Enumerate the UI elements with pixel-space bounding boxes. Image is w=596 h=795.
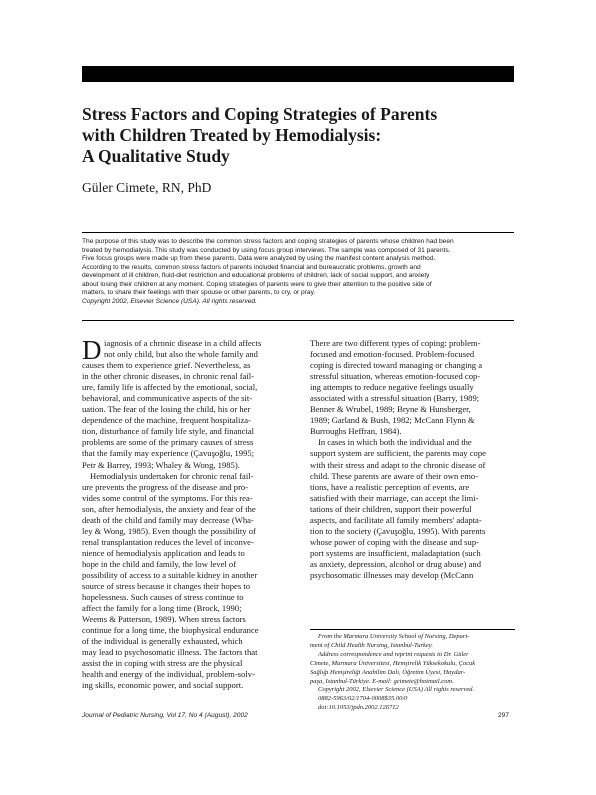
title-line: A Qualitative Study (82, 146, 230, 166)
body-line: Benner & Wrubel, 1989; Bryne & Hunsberger, (310, 404, 471, 415)
body-line: 1989; Garland & Bush, 1982; McCann Flynn & (310, 415, 475, 426)
body-line: hope in the child and family, the low level of (82, 558, 237, 569)
body-line: that the family may experience (Çavuşoğlu, 1995; (82, 448, 255, 459)
body-line: tion, disturbance of family life style, and financial (82, 426, 255, 437)
abstract-line: about losing their children at any moment. Coping strategies of parents were to give their attention to the positive side of (82, 280, 432, 288)
body-line: of the individual is generally exhausted, which (82, 636, 243, 647)
footnote-line: Sağlığı Hemşireliği Anabilim Dalı, Öğretim Üyesi, Haydar- (310, 668, 466, 676)
body-line: problems are some of the primary causes of stress (82, 437, 254, 448)
body-line: associated with a stressful situation (Barry, 1989; (310, 393, 480, 404)
footnote-line: 0882-5963/02/1704-0008$35.00/0 (318, 695, 408, 703)
footnote-line: Cimete, Marmara Üniversitesi, Hemşirelik Yüksekokulu, Çocuk (310, 659, 476, 667)
footnote-line: Address correspondence and reprint requests to Dr. Güler (318, 650, 469, 658)
body-line: Burroughs Heffran, 1984). (310, 426, 402, 437)
body-line: Petr & Barrey, 1993; Whaley & Wong, 1985). (82, 459, 240, 470)
abstract-line: Five focus groups were made up from these parents. Data were analyzed by using the manifest content analysis method. (82, 255, 436, 262)
body-line: may lead to psychosomatic illness. The factors that (82, 647, 258, 658)
body-line: iagnosis of a chronic disease in a child affects (104, 338, 262, 348)
body-line: hopelessness. Such causes of stress continue to (82, 592, 244, 603)
footnote-line: paşa, Istanbul-Türkiye. E-mail: gcimete@hotmail.com. (310, 677, 454, 685)
body-line: There are two different types of coping: problem- (310, 338, 481, 348)
body-line: ure prevents the progress of the disease and pro- (82, 481, 249, 492)
journal-footer: Journal of Pediatric Nursing, Vol 17, No 4 (August), 2002 (82, 712, 248, 719)
body-line: possibility of access to a suitable kidney in another (82, 569, 258, 580)
body-line: tion to the society (Çavuşoğlu, 1995). With parents (310, 525, 486, 536)
body-line: tions, have a realistic perception of events, are (310, 481, 470, 492)
body-line: health and energy of the individual, problem-solv- (82, 669, 255, 680)
body-line: with their stress and adapt to the chronic disease of (310, 459, 486, 470)
body-line: Hemodialysis undertaken for chronic renal fail- (90, 470, 254, 481)
body-line: aspects, and facilitate all family members' adapta- (310, 514, 482, 525)
body-line: behavioral, and communicative aspects of the sit- (82, 393, 253, 404)
footnote-rule (310, 629, 515, 630)
body-line: continue for a long time, the biophysical endurance (82, 625, 259, 636)
abstract-copyright: Copyright 2002, Elsevier Science (USA). All rights reserved. (82, 297, 257, 305)
body-right-column (310, 338, 515, 581)
body-line: son, after hemodialysis, the anxiety and fear of the (82, 503, 256, 514)
body-line: death of the child and family may decrease (Wha- (82, 514, 254, 525)
body-line: dependence of the machine, frequent hospitaliza- (82, 415, 251, 426)
header-black-bar (82, 66, 514, 82)
abstract-bottom-rule (82, 320, 514, 321)
body-line: ing skills, economic power, and social support. (82, 680, 244, 691)
footnote-line: From the Marmara University School of Nursing, Depart- (318, 633, 470, 640)
abstract (82, 238, 514, 306)
footnote (310, 633, 515, 713)
body-line: ing attempts to reduce negative feelings usually (310, 382, 474, 393)
footnote-line: doi:10.1053/jpdn.2002.126712 (318, 704, 399, 712)
abstract-line: According to the results, common stress factors of parents included financial and bureaucratic problems, growth and (82, 263, 421, 271)
abstract-line: matters, to share their feelings with their spouse or other parents, to cry, or pray. (82, 289, 316, 296)
footnote-line: Copyright 2002, Elsevier Science (USA) All rights reserved. (318, 686, 475, 694)
body-line: Weems & Patterson, 1989). When stress factors (82, 614, 246, 625)
body-line: affect the family for a long time (Brock, 1990; (82, 603, 242, 614)
abstract-top-rule (82, 232, 514, 233)
page-number: 297 (498, 712, 510, 719)
abstract-line: development of ill children, fluid-diet restriction and educational problems of children, lack of social support, and anxiety (82, 272, 430, 279)
body-left-column (82, 335, 288, 692)
body-line: renal transplantation reduces the level of inconve- (82, 536, 254, 547)
footnote-line: ment of Child Health Nursing, Istanbul-Turkey. (310, 641, 433, 649)
author-name: Güler Cimete, RN, PhD (82, 180, 212, 195)
body-line: as anxiety, depression, alcohol or drug abuse) and (310, 558, 482, 569)
abstract-line: treated by hemodialysis. This study was conducted by using focus group interviews. The sample was composed of 31 parents. (82, 246, 451, 254)
title-line: with Children Treated by Hemodialysis: (82, 125, 382, 145)
body-line: tations of their children, support their powerful (310, 503, 472, 514)
body-line: uation. The fear of the losing the child, his or her (82, 404, 251, 415)
body-line: ure, family life is affected by the emotional, social, (82, 382, 258, 393)
body-line: ley & Wong, 1985). Even though the possibility of (82, 525, 256, 536)
drop-cap: D (82, 335, 102, 365)
title-line: Stress Factors and Coping Strategies of Parents (82, 104, 438, 124)
body-line: focused and emotion-focused. Problem-focused (310, 349, 475, 360)
article-title (82, 104, 522, 167)
abstract-line: The purpose of this study was to describe the common stress factors and coping strategies of parents whose children had been (82, 238, 454, 245)
body-line: in the other chronic diseases, in chronic renal fail- (82, 371, 255, 382)
body-line: stressful situation, whereas emotion-focused cop- (310, 371, 481, 382)
body-line: whose power of coping with the disease and sup- (310, 536, 479, 547)
body-line: coping is directed toward managing or changing a (310, 360, 483, 371)
body-line: satisfied with their marriage, can accept the limi- (310, 492, 479, 503)
body-line: source of stress because it changes their hopes to (82, 581, 251, 592)
body-line: psychosomatic illnesses may develop (McCann (310, 569, 474, 580)
body-line: child. These parents are aware of their own emo- (310, 470, 479, 481)
body-line: vides some control of the symptoms. For this rea- (82, 492, 253, 503)
body-line: assist the in coping with stress are the physical (82, 658, 243, 669)
body-line: not only child, but also the whole family and (104, 349, 258, 360)
body-line: nience of hemodialysis application and leads to (82, 547, 245, 558)
body-line: port systems are insufficient, maladaptation (such (310, 547, 481, 558)
body-line: In cases in which both the individual and the (318, 437, 472, 448)
body-line: causes them to experience grief. Nevertheless, as (82, 360, 251, 371)
body-line: support system are sufficient, the parents may cope (310, 448, 486, 459)
